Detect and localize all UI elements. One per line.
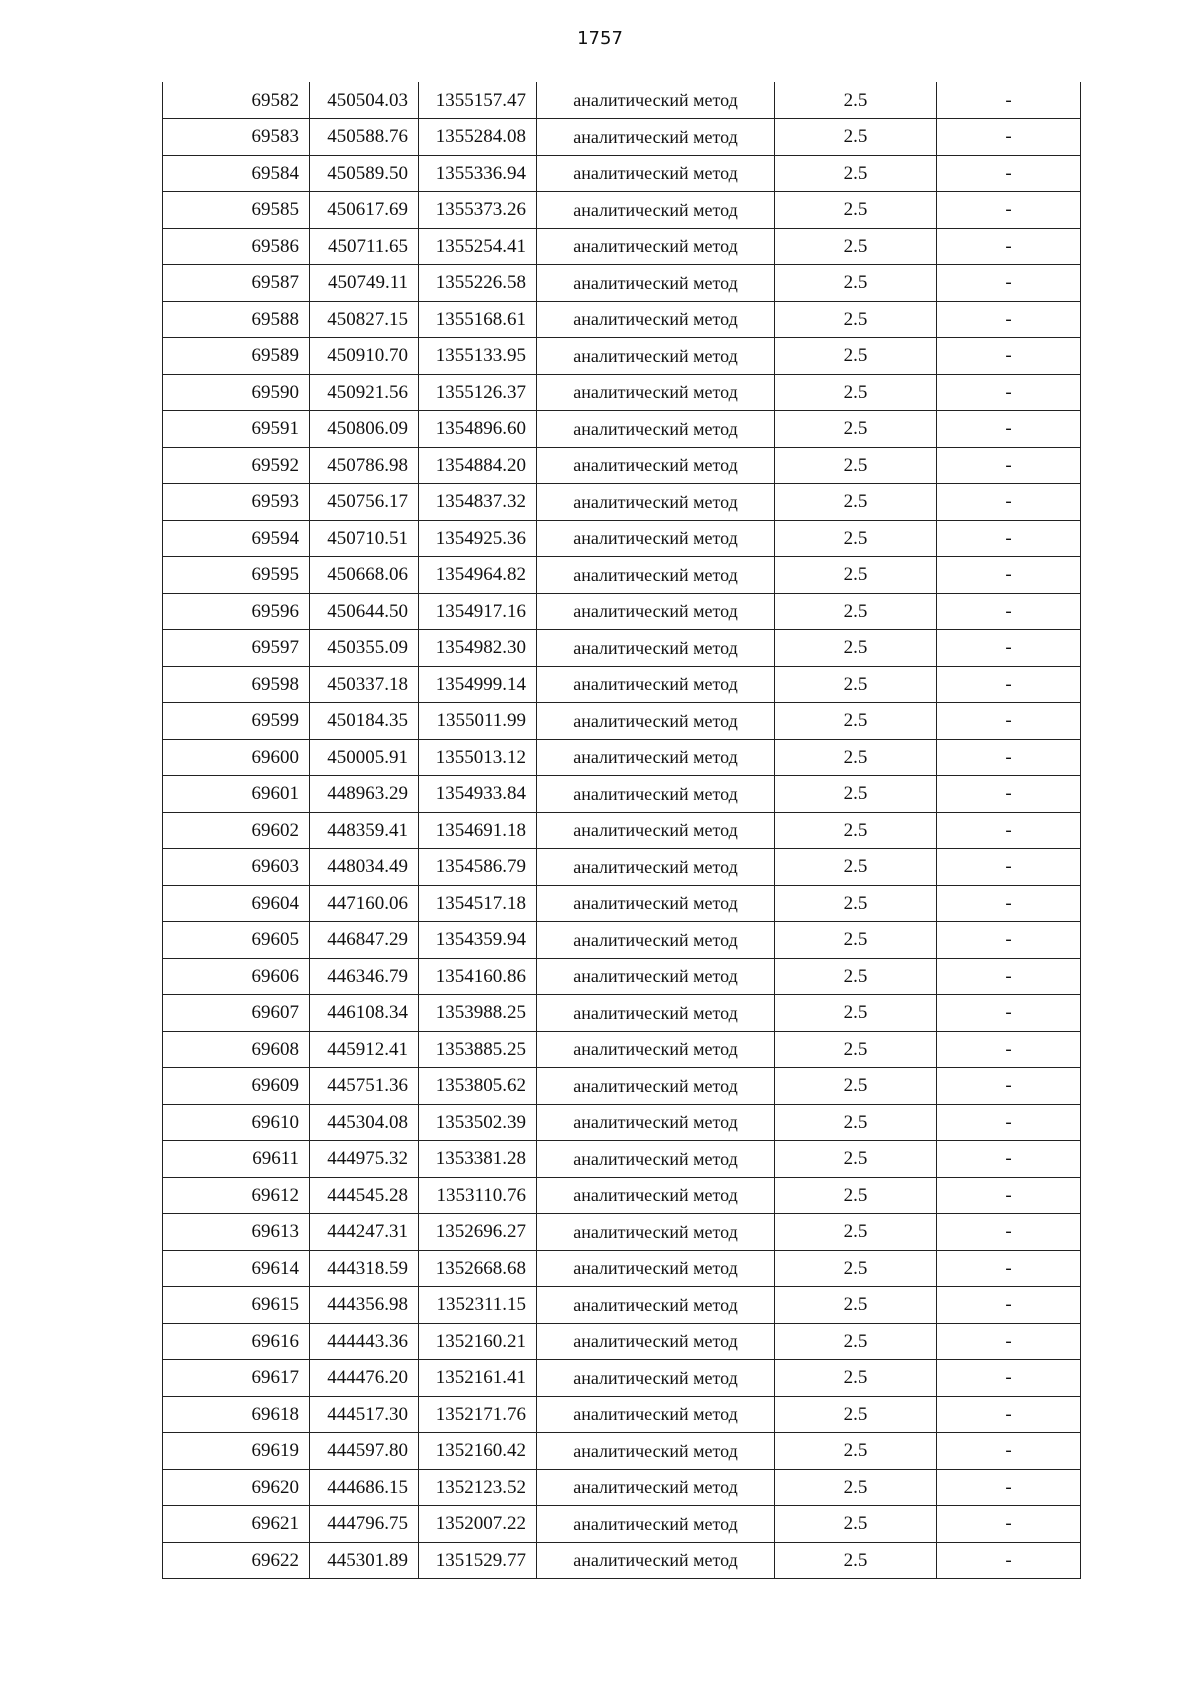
coordinate-x-cell: 450921.56 [310, 374, 419, 411]
point-number-cell: 69582 [163, 82, 310, 119]
precision-cell: 2.5 [775, 447, 937, 484]
coordinate-y-cell: 1355168.61 [419, 301, 537, 338]
description-cell: - [937, 265, 1081, 302]
point-number-cell: 69608 [163, 1031, 310, 1068]
coordinate-y-cell: 1354359.94 [419, 922, 537, 959]
coordinate-x-cell: 444686.15 [310, 1469, 419, 1506]
coordinate-x-cell: 444796.75 [310, 1506, 419, 1543]
coordinate-y-cell: 1352161.41 [419, 1360, 537, 1397]
description-cell: - [937, 1469, 1081, 1506]
table-row [163, 776, 1081, 813]
description-cell: - [937, 1396, 1081, 1433]
precision-cell: 2.5 [775, 593, 937, 630]
table-row [163, 374, 1081, 411]
precision-cell: 2.5 [775, 1469, 937, 1506]
description-cell: - [937, 1141, 1081, 1178]
precision-cell: 2.5 [775, 922, 937, 959]
point-number-cell: 69593 [163, 484, 310, 521]
coordinates-table [162, 82, 1081, 1579]
point-number-cell: 69618 [163, 1396, 310, 1433]
coordinate-x-cell: 450504.03 [310, 82, 419, 119]
table-row [163, 593, 1081, 630]
method-cell: аналитический метод [537, 922, 775, 959]
coordinate-x-cell: 448034.49 [310, 849, 419, 886]
method-cell: аналитический метод [537, 1323, 775, 1360]
precision-cell: 2.5 [775, 1104, 937, 1141]
method-cell: аналитический метод [537, 155, 775, 192]
table-row [163, 1214, 1081, 1251]
precision-cell: 2.5 [775, 374, 937, 411]
precision-cell: 2.5 [775, 995, 937, 1032]
point-number-cell: 69619 [163, 1433, 310, 1470]
table-row [163, 484, 1081, 521]
coordinate-x-cell: 444545.28 [310, 1177, 419, 1214]
coordinate-y-cell: 1354982.30 [419, 630, 537, 667]
table-row [163, 1287, 1081, 1324]
precision-cell: 2.5 [775, 301, 937, 338]
description-cell: - [937, 1031, 1081, 1068]
precision-cell: 2.5 [775, 1542, 937, 1579]
precision-cell: 2.5 [775, 265, 937, 302]
precision-cell: 2.5 [775, 666, 937, 703]
description-cell: - [937, 703, 1081, 740]
precision-cell: 2.5 [775, 1396, 937, 1433]
precision-cell: 2.5 [775, 1031, 937, 1068]
method-cell: аналитический метод [537, 1469, 775, 1506]
coordinate-y-cell: 1353988.25 [419, 995, 537, 1032]
method-cell: аналитический метод [537, 557, 775, 594]
precision-cell: 2.5 [775, 1360, 937, 1397]
coordinate-y-cell: 1355133.95 [419, 338, 537, 375]
description-cell: - [937, 484, 1081, 521]
method-cell: аналитический метод [537, 374, 775, 411]
coordinate-x-cell: 444443.36 [310, 1323, 419, 1360]
method-cell: аналитический метод [537, 119, 775, 156]
coordinate-y-cell: 1355373.26 [419, 192, 537, 229]
description-cell: - [937, 301, 1081, 338]
precision-cell: 2.5 [775, 82, 937, 119]
coordinate-x-cell: 450710.51 [310, 520, 419, 557]
point-number-cell: 69587 [163, 265, 310, 302]
description-cell: - [937, 885, 1081, 922]
coordinate-y-cell: 1354925.36 [419, 520, 537, 557]
method-cell: аналитический метод [537, 995, 775, 1032]
method-cell: аналитический метод [537, 703, 775, 740]
coordinate-y-cell: 1355284.08 [419, 119, 537, 156]
coordinate-x-cell: 444597.80 [310, 1433, 419, 1470]
method-cell: аналитический метод [537, 1068, 775, 1105]
method-cell: аналитический метод [537, 1396, 775, 1433]
point-number-cell: 69596 [163, 593, 310, 630]
description-cell: - [937, 1506, 1081, 1543]
coordinate-y-cell: 1355013.12 [419, 739, 537, 776]
precision-cell: 2.5 [775, 1287, 937, 1324]
description-cell: - [937, 1433, 1081, 1470]
method-cell: аналитический метод [537, 1287, 775, 1324]
description-cell: - [937, 374, 1081, 411]
precision-cell: 2.5 [775, 338, 937, 375]
point-number-cell: 69589 [163, 338, 310, 375]
method-cell: аналитический метод [537, 520, 775, 557]
table-row [163, 301, 1081, 338]
description-cell: - [937, 447, 1081, 484]
coordinate-x-cell: 450756.17 [310, 484, 419, 521]
method-cell: аналитический метод [537, 1506, 775, 1543]
precision-cell: 2.5 [775, 119, 937, 156]
point-number-cell: 69585 [163, 192, 310, 229]
method-cell: аналитический метод [537, 192, 775, 229]
description-cell: - [937, 119, 1081, 156]
precision-cell: 2.5 [775, 1141, 937, 1178]
method-cell: аналитический метод [537, 958, 775, 995]
coordinate-x-cell: 446108.34 [310, 995, 419, 1032]
table-row [163, 1031, 1081, 1068]
precision-cell: 2.5 [775, 703, 937, 740]
coordinate-x-cell: 450005.91 [310, 739, 419, 776]
coordinate-x-cell: 450617.69 [310, 192, 419, 229]
point-number-cell: 69599 [163, 703, 310, 740]
coordinate-y-cell: 1354964.82 [419, 557, 537, 594]
precision-cell: 2.5 [775, 228, 937, 265]
coordinate-y-cell: 1355126.37 [419, 374, 537, 411]
description-cell: - [937, 1177, 1081, 1214]
coordinate-y-cell: 1355336.94 [419, 155, 537, 192]
description-cell: - [937, 1214, 1081, 1251]
method-cell: аналитический метод [537, 776, 775, 813]
point-number-cell: 69591 [163, 411, 310, 448]
description-cell: - [937, 411, 1081, 448]
table-row [163, 1141, 1081, 1178]
point-number-cell: 69598 [163, 666, 310, 703]
precision-cell: 2.5 [775, 1177, 937, 1214]
table-row [163, 1506, 1081, 1543]
table-row [163, 192, 1081, 229]
coordinate-x-cell: 450806.09 [310, 411, 419, 448]
coordinate-y-cell: 1354691.18 [419, 812, 537, 849]
table-row [163, 995, 1081, 1032]
coordinate-y-cell: 1354160.86 [419, 958, 537, 995]
coordinate-x-cell: 444318.59 [310, 1250, 419, 1287]
table-row [163, 557, 1081, 594]
description-cell: - [937, 849, 1081, 886]
point-number-cell: 69621 [163, 1506, 310, 1543]
description-cell: - [937, 557, 1081, 594]
description-cell: - [937, 958, 1081, 995]
point-number-cell: 69600 [163, 739, 310, 776]
description-cell: - [937, 228, 1081, 265]
coordinate-y-cell: 1355254.41 [419, 228, 537, 265]
coordinate-x-cell: 450355.09 [310, 630, 419, 667]
table-row [163, 1323, 1081, 1360]
description-cell: - [937, 922, 1081, 959]
table-row [163, 447, 1081, 484]
table-row [163, 520, 1081, 557]
precision-cell: 2.5 [775, 192, 937, 229]
point-number-cell: 69603 [163, 849, 310, 886]
coordinate-x-cell: 445301.89 [310, 1542, 419, 1579]
precision-cell: 2.5 [775, 885, 937, 922]
coordinate-x-cell: 446847.29 [310, 922, 419, 959]
coordinate-y-cell: 1352160.21 [419, 1323, 537, 1360]
point-number-cell: 69610 [163, 1104, 310, 1141]
point-number-cell: 69604 [163, 885, 310, 922]
table-row [163, 1469, 1081, 1506]
table-row [163, 338, 1081, 375]
method-cell: аналитический метод [537, 812, 775, 849]
description-cell: - [937, 776, 1081, 813]
point-number-cell: 69606 [163, 958, 310, 995]
description-cell: - [937, 338, 1081, 375]
coordinate-y-cell: 1354517.18 [419, 885, 537, 922]
method-cell: аналитический метод [537, 1542, 775, 1579]
coordinate-y-cell: 1353110.76 [419, 1177, 537, 1214]
coordinate-y-cell: 1355226.58 [419, 265, 537, 302]
coordinate-y-cell: 1354837.32 [419, 484, 537, 521]
description-cell: - [937, 155, 1081, 192]
table-row [163, 666, 1081, 703]
method-cell: аналитический метод [537, 1433, 775, 1470]
description-cell: - [937, 1068, 1081, 1105]
coordinate-x-cell: 450711.65 [310, 228, 419, 265]
coordinate-x-cell: 445304.08 [310, 1104, 419, 1141]
precision-cell: 2.5 [775, 849, 937, 886]
description-cell: - [937, 1542, 1081, 1579]
description-cell: - [937, 1323, 1081, 1360]
description-cell: - [937, 192, 1081, 229]
description-cell: - [937, 593, 1081, 630]
precision-cell: 2.5 [775, 484, 937, 521]
method-cell: аналитический метод [537, 82, 775, 119]
coordinate-x-cell: 444247.31 [310, 1214, 419, 1251]
coordinate-x-cell: 444517.30 [310, 1396, 419, 1433]
precision-cell: 2.5 [775, 812, 937, 849]
precision-cell: 2.5 [775, 520, 937, 557]
point-number-cell: 69617 [163, 1360, 310, 1397]
table-row [163, 1177, 1081, 1214]
point-number-cell: 69592 [163, 447, 310, 484]
method-cell: аналитический метод [537, 1250, 775, 1287]
method-cell: аналитический метод [537, 885, 775, 922]
coordinate-y-cell: 1352171.76 [419, 1396, 537, 1433]
method-cell: аналитический метод [537, 301, 775, 338]
precision-cell: 2.5 [775, 1214, 937, 1251]
description-cell: - [937, 1287, 1081, 1324]
table-row [163, 1542, 1081, 1579]
point-number-cell: 69614 [163, 1250, 310, 1287]
coordinate-y-cell: 1354586.79 [419, 849, 537, 886]
point-number-cell: 69622 [163, 1542, 310, 1579]
coordinate-x-cell: 450184.35 [310, 703, 419, 740]
coordinate-x-cell: 450786.98 [310, 447, 419, 484]
precision-cell: 2.5 [775, 1068, 937, 1105]
coordinate-x-cell: 450589.50 [310, 155, 419, 192]
description-cell: - [937, 1250, 1081, 1287]
point-number-cell: 69588 [163, 301, 310, 338]
method-cell: аналитический метод [537, 1104, 775, 1141]
coordinate-y-cell: 1355157.47 [419, 82, 537, 119]
coordinate-x-cell: 447160.06 [310, 885, 419, 922]
description-cell: - [937, 666, 1081, 703]
coordinate-y-cell: 1353885.25 [419, 1031, 537, 1068]
coordinate-x-cell: 444356.98 [310, 1287, 419, 1324]
precision-cell: 2.5 [775, 958, 937, 995]
description-cell: - [937, 520, 1081, 557]
coordinate-y-cell: 1354896.60 [419, 411, 537, 448]
method-cell: аналитический метод [537, 1177, 775, 1214]
point-number-cell: 69590 [163, 374, 310, 411]
coordinate-x-cell: 448359.41 [310, 812, 419, 849]
precision-cell: 2.5 [775, 776, 937, 813]
point-number-cell: 69613 [163, 1214, 310, 1251]
coordinate-x-cell: 450749.11 [310, 265, 419, 302]
point-number-cell: 69602 [163, 812, 310, 849]
method-cell: аналитический метод [537, 1031, 775, 1068]
coordinates-table-body [163, 82, 1081, 1579]
description-cell: - [937, 82, 1081, 119]
precision-cell: 2.5 [775, 630, 937, 667]
coordinate-x-cell: 450910.70 [310, 338, 419, 375]
method-cell: аналитический метод [537, 1360, 775, 1397]
method-cell: аналитический метод [537, 1214, 775, 1251]
description-cell: - [937, 812, 1081, 849]
coordinate-y-cell: 1352696.27 [419, 1214, 537, 1251]
point-number-cell: 69586 [163, 228, 310, 265]
description-cell: - [937, 1360, 1081, 1397]
coordinate-x-cell: 450337.18 [310, 666, 419, 703]
precision-cell: 2.5 [775, 557, 937, 594]
precision-cell: 2.5 [775, 1506, 937, 1543]
table-row [163, 265, 1081, 302]
coordinate-x-cell: 445912.41 [310, 1031, 419, 1068]
point-number-cell: 69612 [163, 1177, 310, 1214]
method-cell: аналитический метод [537, 739, 775, 776]
table-row [163, 411, 1081, 448]
point-number-cell: 69607 [163, 995, 310, 1032]
method-cell: аналитический метод [537, 484, 775, 521]
precision-cell: 2.5 [775, 1250, 937, 1287]
coordinate-x-cell: 450827.15 [310, 301, 419, 338]
coordinate-y-cell: 1354999.14 [419, 666, 537, 703]
point-number-cell: 69583 [163, 119, 310, 156]
coordinate-x-cell: 444476.20 [310, 1360, 419, 1397]
coordinate-y-cell: 1352123.52 [419, 1469, 537, 1506]
table-row [163, 82, 1081, 119]
table-row [163, 885, 1081, 922]
table-row [163, 228, 1081, 265]
coordinate-y-cell: 1353381.28 [419, 1141, 537, 1178]
method-cell: аналитический метод [537, 593, 775, 630]
point-number-cell: 69595 [163, 557, 310, 594]
coordinate-y-cell: 1352311.15 [419, 1287, 537, 1324]
point-number-cell: 69620 [163, 1469, 310, 1506]
table-row [163, 1068, 1081, 1105]
precision-cell: 2.5 [775, 1323, 937, 1360]
table-row [163, 1360, 1081, 1397]
coordinate-x-cell: 448963.29 [310, 776, 419, 813]
table-row [163, 155, 1081, 192]
table-row [163, 922, 1081, 959]
table-row [163, 1433, 1081, 1470]
coordinate-y-cell: 1351529.77 [419, 1542, 537, 1579]
point-number-cell: 69609 [163, 1068, 310, 1105]
point-number-cell: 69605 [163, 922, 310, 959]
point-number-cell: 69616 [163, 1323, 310, 1360]
method-cell: аналитический метод [537, 666, 775, 703]
table-row [163, 119, 1081, 156]
coordinate-x-cell: 444975.32 [310, 1141, 419, 1178]
precision-cell: 2.5 [775, 411, 937, 448]
point-number-cell: 69584 [163, 155, 310, 192]
table-row [163, 630, 1081, 667]
table-row [163, 849, 1081, 886]
method-cell: аналитический метод [537, 630, 775, 667]
coordinate-y-cell: 1352668.68 [419, 1250, 537, 1287]
precision-cell: 2.5 [775, 155, 937, 192]
coordinate-y-cell: 1354917.16 [419, 593, 537, 630]
method-cell: аналитический метод [537, 849, 775, 886]
description-cell: - [937, 995, 1081, 1032]
method-cell: аналитический метод [537, 228, 775, 265]
table-row [163, 1250, 1081, 1287]
description-cell: - [937, 739, 1081, 776]
point-number-cell: 69597 [163, 630, 310, 667]
precision-cell: 2.5 [775, 739, 937, 776]
precision-cell: 2.5 [775, 1433, 937, 1470]
coordinate-y-cell: 1354933.84 [419, 776, 537, 813]
coordinate-y-cell: 1353502.39 [419, 1104, 537, 1141]
point-number-cell: 69594 [163, 520, 310, 557]
table-row [163, 1104, 1081, 1141]
method-cell: аналитический метод [537, 447, 775, 484]
method-cell: аналитический метод [537, 265, 775, 302]
method-cell: аналитический метод [537, 1141, 775, 1178]
coordinate-y-cell: 1355011.99 [419, 703, 537, 740]
coordinate-x-cell: 450668.06 [310, 557, 419, 594]
table-row [163, 739, 1081, 776]
coordinate-x-cell: 450644.50 [310, 593, 419, 630]
coordinate-x-cell: 450588.76 [310, 119, 419, 156]
table-row [163, 703, 1081, 740]
point-number-cell: 69611 [163, 1141, 310, 1178]
table-row [163, 812, 1081, 849]
page-number: 1757 [577, 28, 623, 49]
coordinate-y-cell: 1352007.22 [419, 1506, 537, 1543]
method-cell: аналитический метод [537, 338, 775, 375]
table-row [163, 1396, 1081, 1433]
coordinate-x-cell: 445751.36 [310, 1068, 419, 1105]
point-number-cell: 69601 [163, 776, 310, 813]
table-row [163, 958, 1081, 995]
description-cell: - [937, 1104, 1081, 1141]
method-cell: аналитический метод [537, 411, 775, 448]
point-number-cell: 69615 [163, 1287, 310, 1324]
coordinate-x-cell: 446346.79 [310, 958, 419, 995]
coordinate-y-cell: 1352160.42 [419, 1433, 537, 1470]
coordinate-y-cell: 1354884.20 [419, 447, 537, 484]
description-cell: - [937, 630, 1081, 667]
coordinate-y-cell: 1353805.62 [419, 1068, 537, 1105]
